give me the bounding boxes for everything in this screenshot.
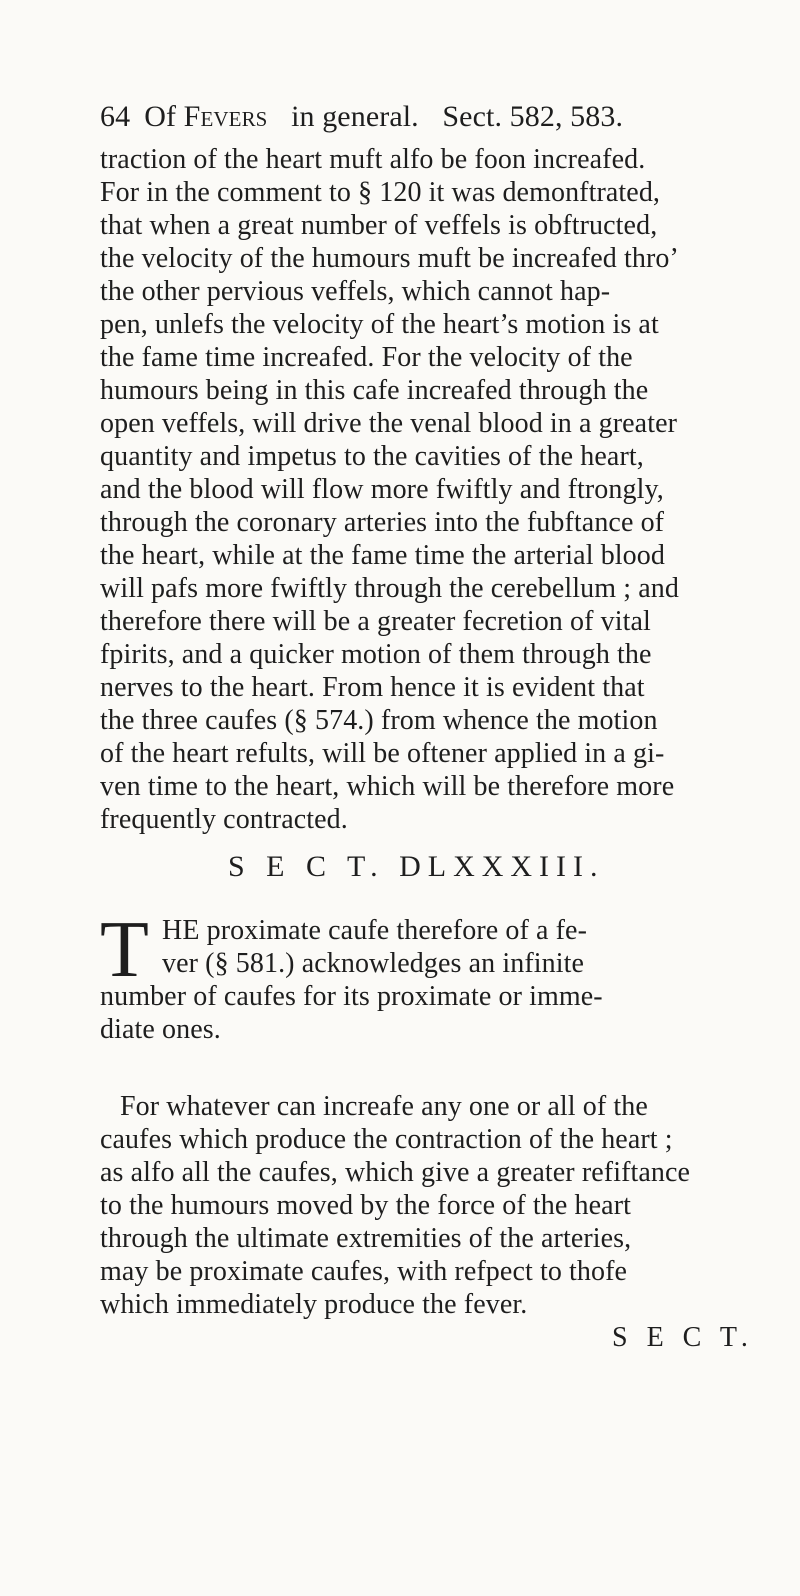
- section-heading: S E C T. DLXXXIII.: [228, 850, 605, 883]
- body-line: of the heart refults, will be oftener applied in a gi-: [100, 738, 665, 769]
- body-line: open veffels, will drive the venal blood in a greater: [100, 408, 678, 439]
- running-header: [100, 100, 760, 133]
- body-line: the three caufes (§ 574.) from whence the motion: [100, 705, 658, 736]
- body-line: HE proximate caufe therefore of a fe-: [162, 915, 588, 946]
- header-title-prefix: Of: [144, 100, 184, 133]
- body-line: humours being in this cafe increafed through the: [100, 375, 649, 406]
- body-line: will pafs more fwiftly through the cerebellum ; and: [100, 573, 679, 604]
- body-line: number of caufes for its proximate or imme-: [100, 981, 603, 1012]
- body-line: diate ones.: [100, 1014, 221, 1045]
- body-line: fpirits, and a quicker motion of them through the: [100, 639, 652, 670]
- body-line: caufes which produce the contraction of the heart ;: [100, 1124, 673, 1155]
- body-line: the velocity of the humours muft be increafed thro’: [100, 243, 679, 274]
- body-line: pen, unlefs the velocity of the heart’s motion is at: [100, 309, 659, 340]
- catchword: S E C T.: [612, 1322, 754, 1353]
- body-line: as alfo all the caufes, which give a greater refiftance: [100, 1157, 691, 1188]
- drop-cap: T: [100, 906, 149, 994]
- body-line: ver (§ 581.) acknowledges an infinite: [162, 948, 585, 979]
- body-line: through the ultimate extremities of the arteries,: [100, 1223, 632, 1254]
- body-line: therefore there will be a greater fecretion of vital: [100, 606, 651, 637]
- body-line: may be proximate caufes, with refpect to thofe: [100, 1256, 628, 1287]
- body-line: through the coronary arteries into the fubftance of: [100, 507, 665, 538]
- body-line: quantity and impetus to the cavities of the heart,: [100, 441, 644, 472]
- body-line: For whatever can increafe any one or all of the: [120, 1091, 648, 1122]
- body-line: to the humours moved by the force of the heart: [100, 1190, 631, 1221]
- body-line: For in the comment to § 120 it was demonftrated,: [100, 177, 661, 208]
- body-line: nerves to the heart. From hence it is evident that: [100, 672, 645, 703]
- body-line: the other pervious veffels, which cannot hap-: [100, 276, 611, 307]
- body-line: ven time to the heart, which will be therefore more: [100, 771, 675, 802]
- body-line: traction of the heart muft alfo be foon increafed.: [100, 144, 646, 175]
- section-reference: Sect. 582, 583.: [442, 100, 624, 133]
- header-title-word: Fevers: [183, 100, 268, 133]
- body-line-last: frequently contracted.: [100, 804, 348, 835]
- body-line: which immediately produce the fever.: [100, 1289, 528, 1320]
- header-title-suffix: in general.: [283, 100, 419, 133]
- body-line: the fame time increafed. For the velocity of the: [100, 342, 633, 373]
- body-line: and the blood will flow more fwiftly and ftrongly,: [100, 474, 664, 505]
- body-line: the heart, while at the fame time the arterial blood: [100, 540, 665, 571]
- page-number: 64: [100, 100, 131, 133]
- body-line: that when a great number of veffels is obftructed,: [100, 210, 658, 241]
